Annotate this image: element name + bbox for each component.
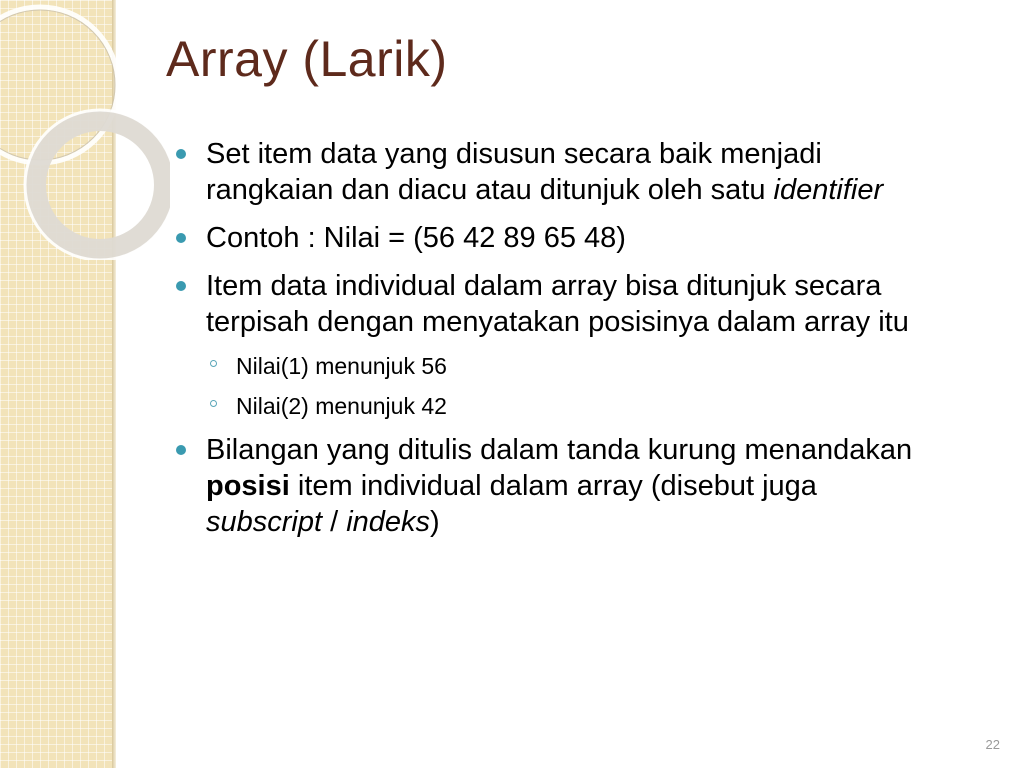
decorative-circles bbox=[0, 0, 170, 260]
bullet-text-line: posisi item individual dalam array (disebut juga bbox=[206, 470, 817, 502]
bullet-text-line: subscript / indeks) bbox=[206, 506, 440, 538]
bullet-text-line: Bilangan yang ditulis dalam tanda kurung menandakan bbox=[206, 434, 913, 466]
bullet-text-line: terpisah dengan menyatakan posisinya dalam array itu bbox=[206, 306, 909, 338]
slide-title: Array (Larik) bbox=[166, 31, 448, 87]
italic-term: indeks bbox=[346, 506, 431, 538]
bullet-text-line: rangkaian dan diacu atau ditunjuk oleh satu identifier bbox=[206, 174, 884, 206]
bold-term: posisi bbox=[206, 470, 290, 502]
bullet-dot-icon bbox=[176, 281, 186, 291]
sub-bullet-ring-icon bbox=[210, 400, 217, 407]
bullet-definition bbox=[174, 136, 1014, 208]
bullet-individual-items bbox=[174, 268, 1014, 340]
bullet-dot-icon bbox=[176, 445, 186, 455]
sub-bullet-nilai-2 bbox=[174, 392, 1014, 421]
italic-term: subscript bbox=[206, 506, 323, 538]
bullet-dot-icon bbox=[176, 149, 186, 159]
slide-content bbox=[174, 136, 1014, 552]
bullet-position bbox=[174, 432, 1014, 540]
bullet-example bbox=[174, 220, 1014, 256]
sub-bullet-text: Nilai(1) menunjuk 56 bbox=[236, 353, 447, 379]
bullet-text-line: Item data individual dalam array bisa ditunjuk secara bbox=[206, 270, 882, 302]
sub-bullet-ring-icon bbox=[210, 360, 217, 367]
bullet-text-line: Contoh : Nilai = (56 42 89 65 48) bbox=[206, 222, 626, 254]
page-number: 22 bbox=[985, 737, 1000, 752]
sub-bullet-text: Nilai(2) menunjuk 42 bbox=[236, 393, 447, 419]
italic-term: identifier bbox=[773, 174, 884, 206]
sub-bullet-nilai-1 bbox=[174, 352, 1014, 381]
bullet-text-line: Set item data yang disusun secara baik menjadi bbox=[206, 138, 822, 170]
bullet-dot-icon bbox=[176, 233, 186, 243]
